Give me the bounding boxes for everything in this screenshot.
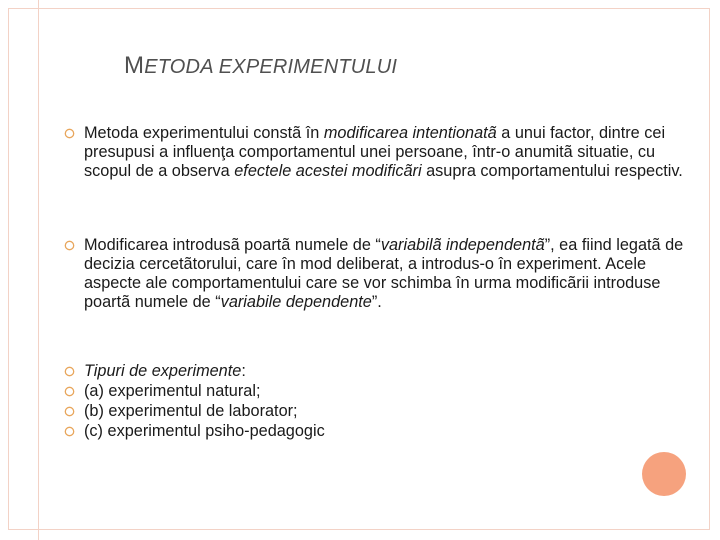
- circle-bullet-icon: [64, 386, 76, 398]
- decorative-circle: [642, 452, 686, 496]
- bullet-segment: a unui factor, dintre cei presupusi a influenţa comportamentul unei persoane, într-o anumitã situatie, cu scopul de a observa: [84, 124, 666, 180]
- slide-title: [124, 52, 397, 80]
- bullet-segment: modificarea intentionatã: [323, 124, 497, 142]
- bullet-segment: Tipuri de experimente: [84, 362, 242, 380]
- bullet-segment: (b) experimentul de laborator;: [84, 402, 298, 420]
- bullet-segment: variabilã independentã: [380, 236, 545, 254]
- bullet-text-3: [84, 362, 684, 381]
- title-rest: ETODA EXPERIMENTULUI: [144, 56, 398, 78]
- bullet-segment: (c) experimentul psiho-pedagogic: [84, 422, 325, 440]
- bullet-segment: (a) experimentul natural;: [84, 382, 261, 400]
- circle-bullet-icon: [64, 240, 76, 252]
- left-border-line: [38, 0, 39, 540]
- bullet-segment: :: [241, 362, 246, 380]
- bullet-segment: Metoda experimentului constã în: [84, 124, 324, 142]
- bullet-text-5: [84, 402, 684, 421]
- bullet-segment: ”.: [371, 293, 382, 311]
- bullet-segment: ”, ea fiind legatã de decizia cercetãtorului, care în mod deliberat, a introdus-o în experiment. Acele aspecte ale comportamentului care se vor schimba în urma modificãrii introduse poartã numele de “: [84, 236, 684, 311]
- circle-bullet-icon: [64, 128, 76, 140]
- bullet-segment: variabile dependente: [220, 293, 372, 311]
- bullet-text-6: [84, 422, 684, 441]
- circle-bullet-icon: [64, 366, 76, 378]
- circle-bullet-icon: [64, 406, 76, 418]
- title-first-letter: M: [124, 52, 145, 79]
- circle-bullet-icon: [64, 426, 76, 438]
- bullet-segment: efectele acestei modificãri: [234, 162, 422, 180]
- bullet-text-1: [84, 124, 684, 181]
- bullet-segment: Modificarea introdusã poartã numele de “: [84, 236, 381, 254]
- bullet-segment: asupra comportamentului respectiv.: [421, 162, 683, 180]
- bullet-text-4: [84, 382, 684, 401]
- bullet-text-2: [84, 236, 684, 312]
